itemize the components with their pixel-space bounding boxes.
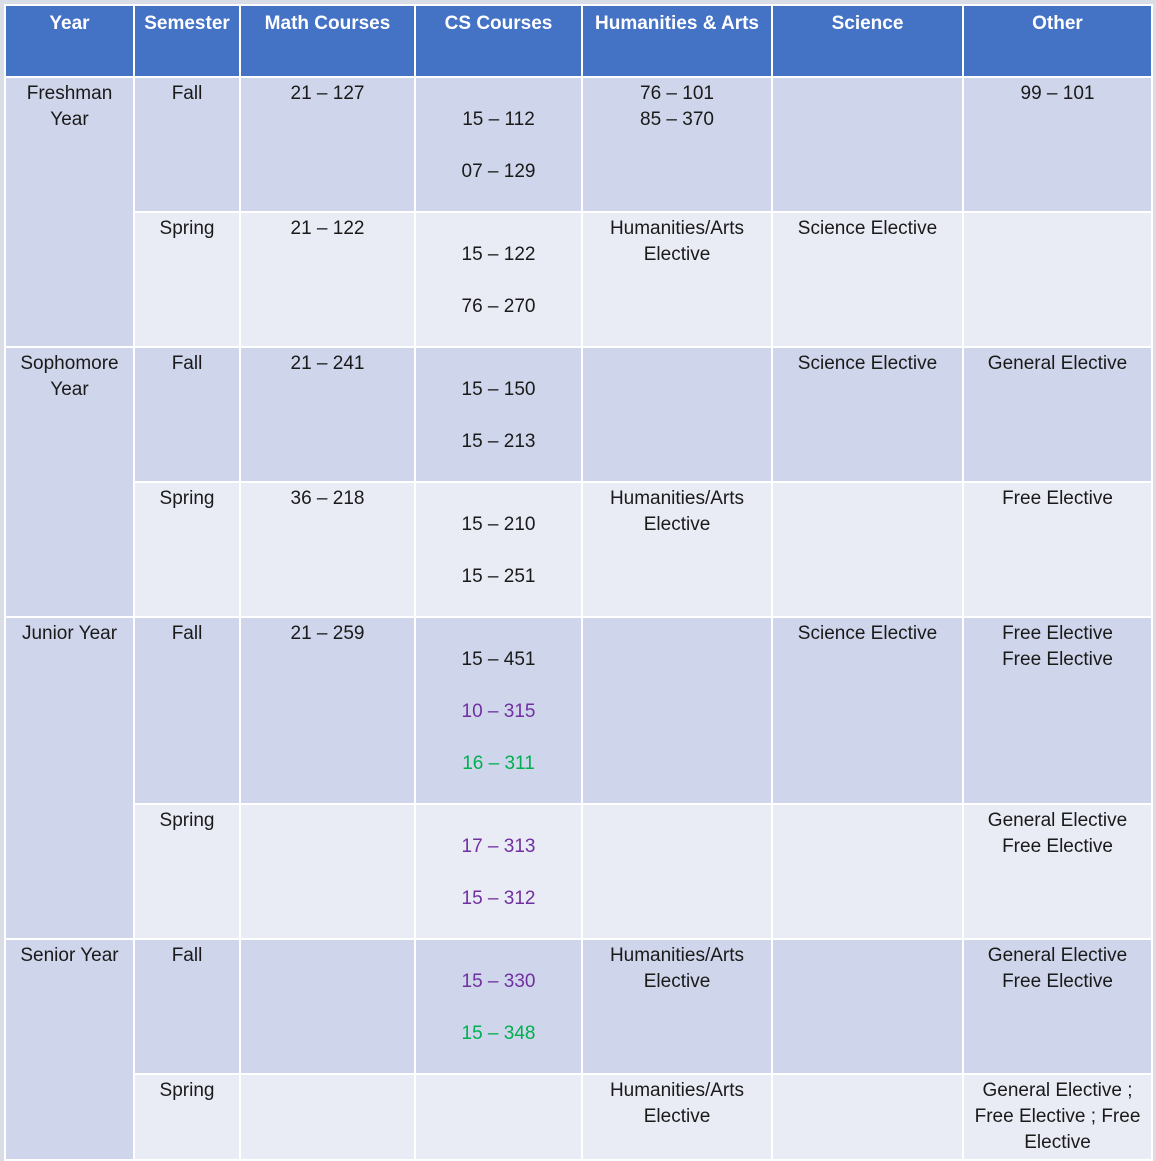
cs-course-purple: 17 – 313 (461, 836, 536, 857)
math-cell (240, 939, 415, 1074)
other-cell: General Elective ; Free Elective ; Free Elective (963, 1074, 1152, 1160)
cs-cell (415, 482, 582, 617)
humanities-cell: Humanities/Arts Elective (582, 1074, 772, 1160)
cs-course: 15 – 213 (461, 431, 536, 452)
table-row (5, 212, 1152, 347)
humanities-cell: 76 – 101 85 – 370 (582, 77, 772, 212)
cs-cell (415, 804, 582, 939)
humanities-cell: Humanities/Arts Elective (582, 939, 772, 1074)
math-cell (240, 1074, 415, 1160)
year-cell: Sophomore Year (5, 347, 134, 617)
table-row (5, 482, 1152, 617)
cs-course: 76 – 270 (461, 296, 536, 317)
other-cell: 99 – 101 (963, 77, 1152, 212)
cs-course: 15 – 451 (461, 649, 536, 670)
science-cell (772, 77, 963, 212)
science-cell (772, 939, 963, 1074)
header-row (5, 5, 1152, 77)
cs-cell (415, 347, 582, 482)
header-cs-courses: CS Courses (415, 5, 582, 77)
math-cell: 21 – 259 (240, 617, 415, 804)
cs-course-green: 15 – 348 (461, 1023, 536, 1044)
cs-course: 15 – 150 (461, 379, 536, 400)
other-cell: General Elective Free Elective (963, 804, 1152, 939)
header-semester: Semester (134, 5, 240, 77)
course-plan-table (4, 4, 1153, 1161)
math-cell: 21 – 127 (240, 77, 415, 212)
table-row (5, 347, 1152, 482)
cs-course-green: 16 – 311 (462, 753, 535, 774)
humanities-cell: Humanities/Arts Elective (582, 482, 772, 617)
semester-cell: Spring (134, 804, 240, 939)
cs-course: 15 – 210 (461, 514, 536, 535)
cs-cell (415, 77, 582, 212)
other-cell: Free Elective (963, 482, 1152, 617)
science-cell: Science Elective (772, 347, 963, 482)
cs-course: 15 – 112 (462, 109, 535, 130)
semester-cell: Spring (134, 482, 240, 617)
cs-course: 07 – 129 (461, 161, 536, 182)
cs-course-purple: 15 – 330 (461, 971, 536, 992)
humanities-cell (582, 617, 772, 804)
header-other: Other (963, 5, 1152, 77)
header-science: Science (772, 5, 963, 77)
science-cell: Science Elective (772, 617, 963, 804)
math-cell: 21 – 241 (240, 347, 415, 482)
cs-course-purple: 10 – 315 (461, 701, 536, 722)
table-row (5, 617, 1152, 804)
science-cell: Science Elective (772, 212, 963, 347)
math-cell: 21 – 122 (240, 212, 415, 347)
science-cell (772, 482, 963, 617)
semester-cell: Fall (134, 347, 240, 482)
year-cell: Senior Year (5, 939, 134, 1160)
table-row (5, 1074, 1152, 1160)
year-cell: Freshman Year (5, 77, 134, 347)
header-humanities-arts: Humanities & Arts (582, 5, 772, 77)
cs-course: 15 – 251 (461, 566, 536, 587)
cs-course-purple: 15 – 312 (461, 888, 536, 909)
table-row (5, 77, 1152, 212)
cs-cell (415, 617, 582, 804)
humanities-cell (582, 804, 772, 939)
header-year: Year (5, 5, 134, 77)
math-cell (240, 804, 415, 939)
table-row (5, 939, 1152, 1074)
humanities-cell (582, 347, 772, 482)
other-cell (963, 212, 1152, 347)
other-cell: General Elective (963, 347, 1152, 482)
semester-cell: Spring (134, 1074, 240, 1160)
science-cell (772, 1074, 963, 1160)
other-cell: General Elective Free Elective (963, 939, 1152, 1074)
year-cell: Junior Year (5, 617, 134, 939)
table-row (5, 804, 1152, 939)
math-cell: 36 – 218 (240, 482, 415, 617)
science-cell (772, 804, 963, 939)
cs-cell (415, 212, 582, 347)
semester-cell: Fall (134, 77, 240, 212)
semester-cell: Spring (134, 212, 240, 347)
header-math-courses: Math Courses (240, 5, 415, 77)
cs-course: 15 – 122 (461, 244, 536, 265)
semester-cell: Fall (134, 617, 240, 804)
other-cell: Free Elective Free Elective (963, 617, 1152, 804)
cs-cell (415, 1074, 582, 1160)
humanities-cell: Humanities/Arts Elective (582, 212, 772, 347)
semester-cell: Fall (134, 939, 240, 1074)
cs-cell (415, 939, 582, 1074)
